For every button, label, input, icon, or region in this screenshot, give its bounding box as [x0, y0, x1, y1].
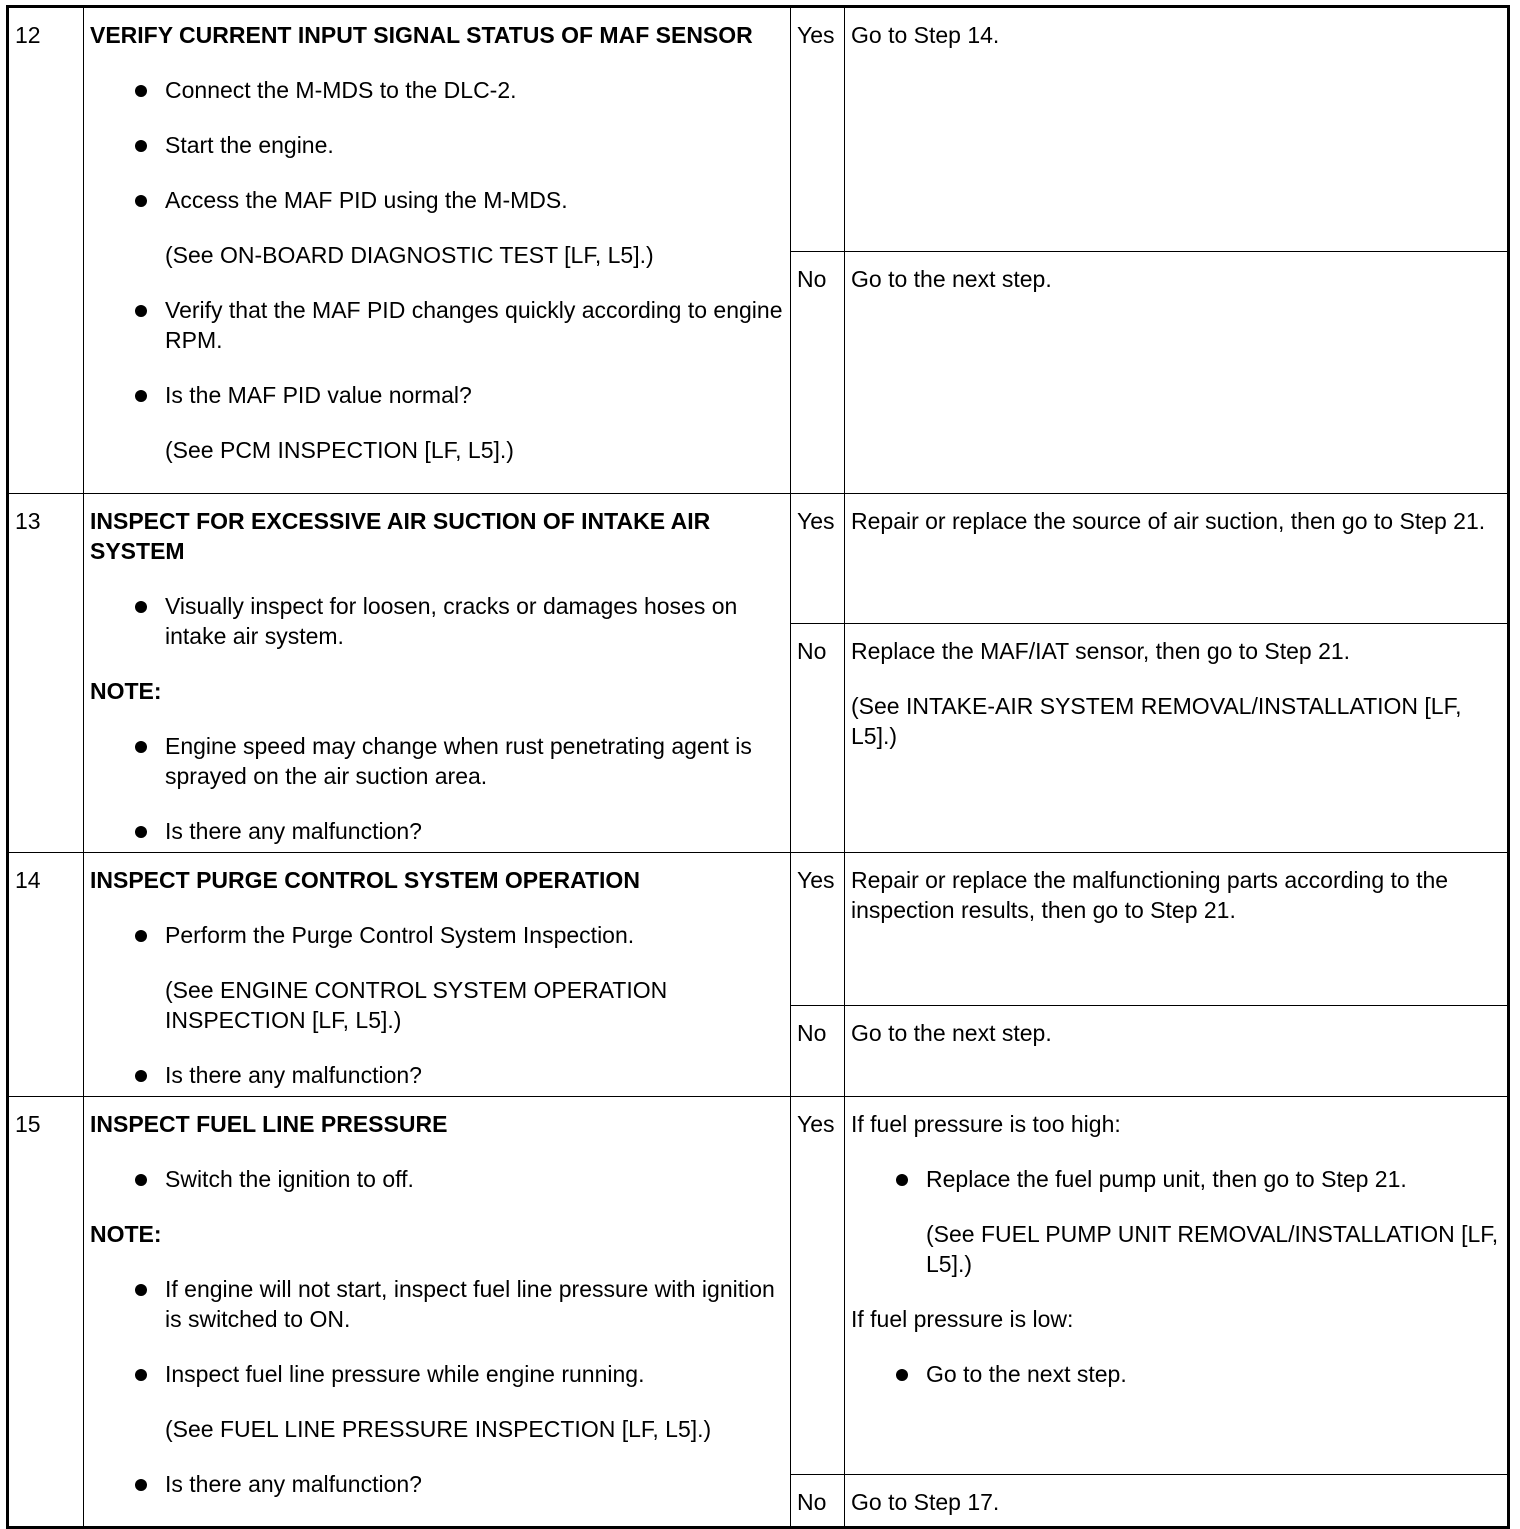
note-bullet: Is there any malfunction? — [90, 816, 784, 846]
no-action: Go to Step 17. — [845, 1475, 1509, 1528]
step-action — [84, 494, 791, 853]
no-action: Go to the next step. — [845, 1006, 1509, 1097]
step-bullet: Is there any malfunction? — [90, 1060, 784, 1090]
note-label: NOTE: — [90, 1221, 162, 1247]
step-reference: (See ENGINE CONTROL SYSTEM OPERATION INSPECTION [LF, L5].) — [165, 977, 668, 1033]
step-reference: (See PCM INSPECTION [LF, L5].) — [165, 437, 514, 463]
yes-condition-high: If fuel pressure is too high: — [851, 1111, 1121, 1137]
step-13-yes-row — [8, 494, 1509, 624]
step-items — [90, 591, 784, 651]
step-bullet: Perform the Purge Control System Inspection. — [90, 920, 784, 950]
step-action — [84, 853, 791, 1097]
yes-high-items — [851, 1164, 1501, 1279]
yes-low-bullet: Go to the next step. — [851, 1359, 1501, 1389]
step-bullet: Start the engine. — [90, 130, 784, 160]
no-label: No — [791, 1475, 845, 1528]
yes-action: Repair or replace the source of air suction, then go to Step 21. — [845, 494, 1509, 624]
note-bullet: If engine will not start, inspect fuel line pressure with ignition is switched to ON. — [90, 1274, 784, 1334]
step-items — [90, 920, 784, 1090]
yes-label: Yes — [791, 853, 845, 1006]
yes-action: Go to Step 14. — [845, 7, 1509, 252]
no-action-text: Replace the MAF/IAT sensor, then go to Step 21. — [851, 638, 1351, 665]
yes-action — [845, 1097, 1509, 1475]
step-bullet: Switch the ignition to off. — [90, 1164, 784, 1194]
yes-label: Yes — [791, 1097, 845, 1475]
step-12-yes-row — [8, 7, 1509, 252]
step-title: INSPECT PURGE CONTROL SYSTEM OPERATION — [90, 867, 640, 893]
note-label: NOTE: — [90, 678, 162, 704]
step-15-yes-row — [8, 1097, 1509, 1475]
note-bullet: Is there any malfunction? — [90, 1469, 784, 1499]
diagnostic-steps-table — [6, 5, 1510, 1529]
yes-label: Yes — [791, 7, 845, 252]
step-action — [84, 7, 791, 494]
no-label: No — [791, 252, 845, 494]
step-number: 14 — [8, 853, 84, 1097]
step-14-yes-row — [8, 853, 1509, 1006]
step-bullet: Connect the M-MDS to the DLC-2. — [90, 75, 784, 105]
no-label: No — [791, 1006, 845, 1097]
step-bullet: Is the MAF PID value normal? — [90, 380, 784, 410]
step-title: INSPECT FOR EXCESSIVE AIR SUCTION OF INTAKE AIR SYSTEM — [90, 508, 711, 564]
yes-high-bullet: Replace the fuel pump unit, then go to Step 21. — [851, 1164, 1501, 1194]
step-number: 15 — [8, 1097, 84, 1528]
note-bullet: Engine speed may change when rust penetrating agent is sprayed on the air suction area. — [90, 731, 784, 791]
step-reference: (See ON-BOARD DIAGNOSTIC TEST [LF, L5].) — [165, 242, 654, 268]
step-bullet: Verify that the MAF PID changes quickly according to engine RPM. — [90, 295, 784, 355]
no-action: Go to the next step. — [845, 252, 1509, 494]
yes-action: Repair or replace the malfunctioning parts according to the inspection results, then go to Step 21. — [845, 853, 1509, 1006]
step-items — [90, 1164, 784, 1194]
step-title: INSPECT FUEL LINE PRESSURE — [90, 1111, 448, 1137]
note-items — [90, 1274, 784, 1499]
step-items — [90, 75, 784, 465]
note-items — [90, 731, 784, 846]
step-title: VERIFY CURRENT INPUT SIGNAL STATUS OF MAF SENSOR — [90, 22, 753, 48]
no-action — [845, 624, 1509, 853]
no-label: No — [791, 624, 845, 853]
note-bullet: Inspect fuel line pressure while engine running. — [90, 1359, 784, 1389]
step-action — [84, 1097, 791, 1528]
step-bullet: Access the MAF PID using the M-MDS. — [90, 185, 784, 215]
step-bullet: Visually inspect for loosen, cracks or damages hoses on intake air system. — [90, 591, 784, 651]
yes-low-items — [851, 1359, 1501, 1389]
no-action-reference: (See INTAKE-AIR SYSTEM REMOVAL/INSTALLATION [LF, L5].) — [851, 693, 1462, 750]
note-reference: (See FUEL LINE PRESSURE INSPECTION [LF, L5].) — [165, 1416, 712, 1442]
step-number: 13 — [8, 494, 84, 853]
yes-high-reference: (See FUEL PUMP UNIT REMOVAL/INSTALLATION [LF, L5].) — [926, 1221, 1499, 1277]
yes-condition-low: If fuel pressure is low: — [851, 1306, 1074, 1332]
step-number: 12 — [8, 7, 84, 494]
yes-label: Yes — [791, 494, 845, 624]
